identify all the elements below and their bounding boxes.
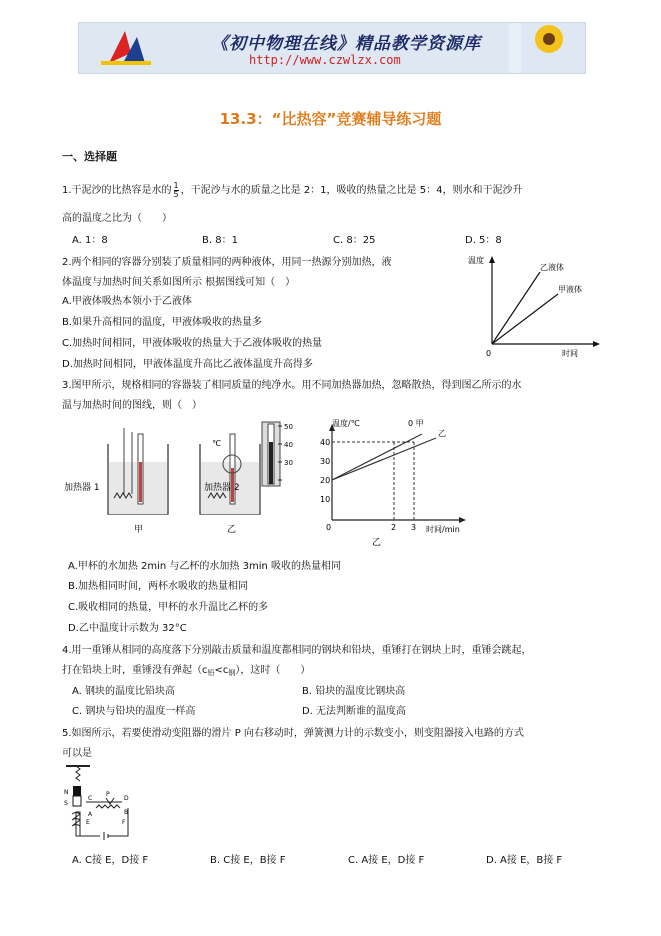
q4-option-a: A. 钢块的温度比铅块高: [72, 686, 176, 697]
q3-origin: 0: [326, 523, 332, 532]
q2-option-d: D.加热时间相同，甲液体温度升高比乙液体温度升高得多: [62, 359, 313, 370]
q4-option-d: D. 无法判断谁的温度高: [302, 706, 407, 717]
q4-sub-steel: 钢: [228, 669, 236, 677]
q5-stem-line1: 5.如图所示，若要使滑动变阻器的滑片 P 向右移动时，弹簧测力计的示数变小，则变阻器接入电路的方式: [62, 728, 524, 739]
q4-less-than: <c: [214, 665, 229, 676]
q4-option-b: B. 铅块的温度比钢块高: [302, 686, 406, 697]
q2-line-yi: [492, 272, 540, 344]
q3-stem-line1: 3.图甲所示，规格相同的容器装了相同质量的纯净水。用不同加热器加热，忽略散热，得到图乙所示的水: [62, 380, 522, 391]
q1-frac-denominator: 5: [173, 189, 179, 199]
q5-label-b: B: [124, 809, 129, 816]
q2-origin: 0: [486, 349, 492, 358]
q5-label-s: S: [64, 800, 68, 807]
q1-option-a: A. 1：8: [72, 235, 108, 246]
q3-figure: [62, 414, 474, 550]
q3-therm-40: 40: [284, 441, 293, 449]
q3-therm-unit: ℃: [212, 439, 221, 448]
q3-therm-50: 50: [284, 423, 293, 431]
q3-option-a: A.甲杯的水加热 2min 与乙杯的水加热 3min 吸收的热量相同: [68, 561, 341, 572]
q3-option-c: C.吸收相同的热量，甲杯的水升温比乙杯的多: [68, 602, 269, 613]
q2-option-b: B.如果升高相同的温度，甲液体吸收的热量多: [62, 317, 263, 328]
q2-stem-line1: 2.两个相同的容器分别装了质量相同的两种液体，用同一热源分别加热，液: [62, 257, 392, 268]
q3-y40: 40: [320, 438, 331, 447]
q5-magnet-s: [73, 796, 81, 806]
page-title: 13.3：“比热容”竞赛辅导练习题: [219, 110, 442, 128]
q2-stem-line2: 体温度与加热时间关系如图所示 根据图线可知（ ）: [62, 277, 296, 288]
q3-option-d: D.乙中温度计示数为 32°C: [68, 623, 187, 634]
q2-ylabel: 温度: [468, 256, 484, 265]
q2-option-c: C.加热时间相同，甲液体吸收的热量大于乙液体吸收的热量: [62, 338, 323, 349]
q3-label-yi: 乙: [438, 429, 446, 438]
q5-option-c: C. A接 E，D接 F: [348, 855, 425, 866]
q2-label-jia: 甲液体: [558, 285, 582, 294]
q4-stem-line2: [62, 661, 310, 678]
q4-text-a: 打在铅块上时，重锤没有弹起（c: [62, 665, 208, 676]
q5-stem-line2: 可以是: [62, 748, 92, 759]
q3-x3: 3: [411, 523, 417, 532]
q5-option-a: A. C接 E，D接 F: [72, 855, 149, 866]
q2-temperature-graph: [462, 250, 602, 360]
q2-line-jia: [492, 294, 558, 344]
q5-circuit-figure: [62, 764, 138, 842]
q5-label-p: P: [106, 791, 110, 798]
logo-yellow-bar: [101, 61, 151, 65]
q3-x2: 2: [391, 523, 397, 532]
banner-title: 《初中物理在线》精品教学资源库: [211, 34, 481, 54]
q3-option-b: B.加热相同时间，两杯水吸收的热量相同: [68, 581, 249, 592]
q1-frac-numerator: 1: [173, 180, 179, 190]
q3-ylabel: 温度/℃: [332, 419, 360, 428]
q4-option-c: C. 钢块与铅块的温度一样高: [72, 706, 196, 717]
q5-option-b: B. C接 E，B接 F: [210, 855, 286, 866]
q3-stem-line2: 温与加热时间的图线，则（ ）: [62, 400, 202, 411]
q5-label-e: E: [86, 819, 90, 826]
q3-heater1: 加热器 1: [64, 483, 100, 493]
q5-magnet-n: [73, 786, 81, 796]
q1-option-b: B. 8：1: [202, 235, 238, 246]
q5-label-f: F: [122, 819, 126, 826]
q5-rheostat: [96, 805, 120, 808]
q1-option-c: C. 8：25: [333, 235, 376, 246]
q3-therm-30: 30: [284, 459, 293, 467]
q1-stem-line1: [62, 181, 522, 199]
q2-label-yi: 乙液体: [540, 263, 564, 272]
q3-caption-yi: 乙: [372, 538, 382, 548]
q3-y20: 20: [320, 476, 331, 485]
q2-xlabel: 时间: [562, 349, 578, 358]
header-banner: [78, 22, 586, 74]
q3-xlabel: 时间/min: [426, 525, 460, 534]
q1-text-a: 1.干泥沙的比热容是水的: [62, 185, 172, 196]
q5-label-n: N: [64, 789, 69, 796]
q1-text-b: ，干泥沙与水的质量之比是 2：1，吸收的热量之比是 5：4，则水和干泥沙升: [180, 185, 523, 196]
q3-heater2: 加热器 2: [204, 483, 240, 493]
q1-stem-line2: 高的温度之比为（ ）: [62, 213, 172, 224]
q2-option-a: A.甲液体吸热本领小于乙液体: [62, 296, 192, 307]
q3-cup-jia-label: 甲: [134, 525, 144, 535]
q3-thermometer-scale: [262, 422, 282, 486]
q3-y10: 10: [320, 495, 331, 504]
q1-option-d: D. 5：8: [465, 235, 502, 246]
banner-url: http://www.czwlzx.com: [249, 53, 401, 67]
q3-y30: 30: [320, 457, 331, 466]
q3-cup-yi-label: 乙: [227, 525, 237, 535]
q5-option-d: D. A接 E，B接 F: [486, 855, 563, 866]
q1-fraction: [174, 182, 179, 199]
section-heading: 一、选择题: [62, 150, 117, 163]
q5-label-a: A: [88, 811, 93, 818]
q3-label-jia: 0 甲: [408, 419, 424, 428]
q5-label-d: D: [124, 795, 129, 802]
q5-label-c: C: [88, 795, 93, 802]
q4-text-b: ），这时（ ）: [235, 665, 311, 676]
q4-sub-lead: 铅: [207, 669, 215, 677]
q4-stem-line1: 4.用一重锤从相同的高度落下分别敲击质量和温度都相同的钢块和铅块，重锤打在钢块上时，重锤会跳起，: [62, 645, 532, 656]
